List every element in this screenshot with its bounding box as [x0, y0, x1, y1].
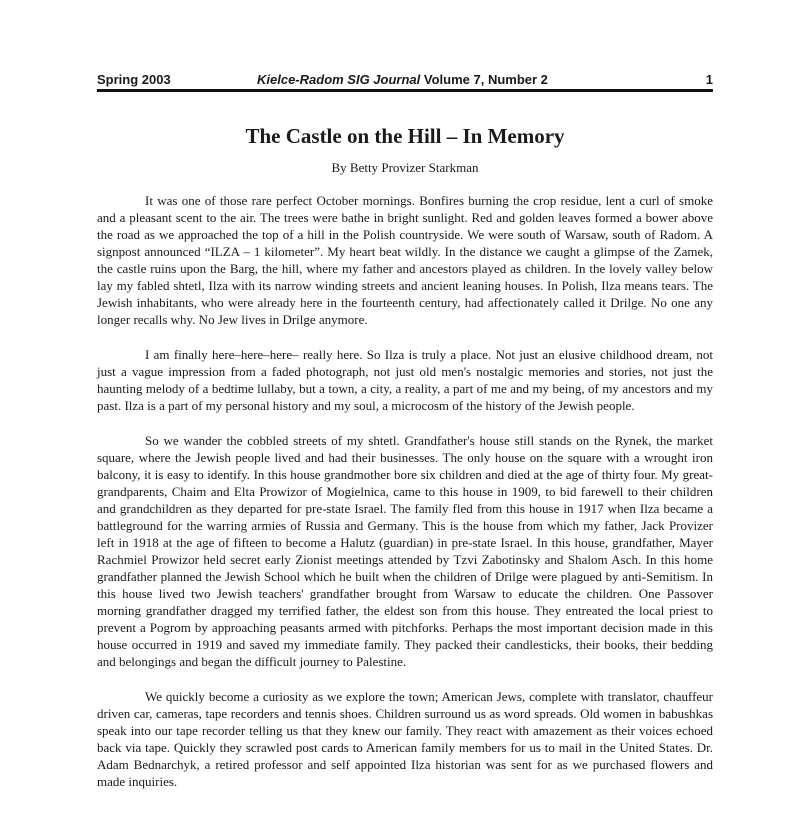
page-number: 1 [705, 72, 713, 87]
paragraph: It was one of those rare perfect October mornings. Bonfires burning the crop residue, lent a curl of smoke and a pleasant scent to the air. The trees were bathe in bright sunlight. Red and golden leaves formed a bower above the road as we approached the top of a hill in the Polish countryside. We were south of Warsaw, south of Radom. A signpost announced “ILZA – 1 kilometer”. My heart beat wildly. In the distance we caught a glimpse of the Zamek, the castle ruins upon the Barg, the hill, where my father and ancestors played as children. In the lovely valley below lay my fabled shtetl, Ilza with its narrow winding streets and ancient leaning houses. In Polish, Ilza means tears. The Jewish inhabitants, who were already here in the fourteenth century, had affectionately called it Drilge. No one any longer recalls why. No Jew lives in Drilge anymore. [97, 193, 713, 327]
journal-info [257, 72, 548, 87]
paragraph: So we wander the cobbled streets of my shtetl. Grandfather's house still stands on the Rynek, the market square, where the Jewish people lived and had their businesses. The only house on the square with a wrought iron balcony, it is easy to identify. In this house grandmother bore six children and died at the age of thirty four. My great-grandparents, Chaim and Elta Prowizor of Mogielnica, came to this house in 1909, to bid farewell to their children and grandchildren as they departed for pre-state Israel. The family fled from this house in 1917 when Ilza became a battleground for the warring armies of Russia and Germany. This is the house from which my father, Jack Provizer left in 1918 at the age of fifteen to become a Halutz (guardian) in pre-state Israel. In this house, grandfather, Mayer Rachmiel Prowizor held secret early Zionist meetings attended by Tzvi Zabotinsky and Shalom Asch. In this home grandfather planned the Jewish School which he built when the children of Drilge were plagued by anti-Semitism. In this house lived two Jewish teachers' grandfather brought from Warsaw to educate the children. One Passover morning grandfather dragged my terrified father, the eldest son from this house. They entreated the local priest to prevent a Pogrom by approaching peasants armed with pitchforks. Perhaps the most important decision made in this house occurred in 1919 and saved my immediate family. They packed their candlesticks, their books, their bedding and belongings and began the difficult journey to Palestine. [97, 433, 713, 669]
journal-name: Kielce-Radom SIG Journal [257, 72, 421, 87]
paragraph: I am finally here–here–here– really here. So Ilza is truly a place. Not just an elusive childhood dream, not just a vague impression from a faded photograph, not just old men's nostalgic memories and stories, not just the haunting melody of a bedtime lullaby, but a town, a city, a reality, a part of me and my being, of my ancestors and my past. Ilza is a part of my personal history and my soul, a microcosm of the history of the Jewish people. [97, 347, 713, 413]
article-byline: By Betty Provizer Starkman [331, 160, 479, 175]
issue-season: Spring 2003 [97, 72, 171, 87]
article-title: The Castle on the Hill – In Memory [245, 124, 565, 148]
article-body [97, 192, 713, 808]
paragraph: We quickly become a curiosity as we explore the town; American Jews, complete with translator, chauffeur driven car, cameras, tape recorders and tennis shoes. Children surround us as word spreads. Old women in babushkas speak into our tape recorder telling us that they knew our family. They react with amazement as their voices echoed back via tape. Quickly they scrawled post cards to American family members for us to mail in the United States. Dr. Adam Bednarchyk, a retired professor and self appointed Ilza historian was sent for as we purchased flowers and made inquiries. [97, 689, 713, 789]
volume-number: Volume 7, Number 2 [423, 72, 548, 87]
header-rule [97, 89, 713, 92]
